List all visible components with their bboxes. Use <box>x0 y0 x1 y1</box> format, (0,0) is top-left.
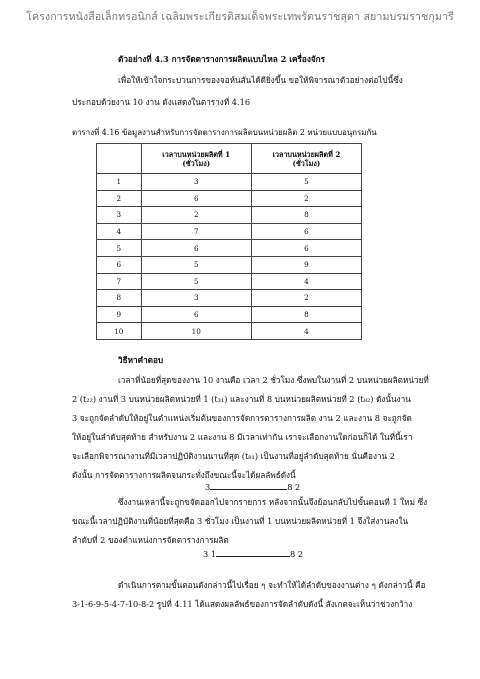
job-cell: 5 <box>97 240 142 257</box>
time-unit-1: 10 <box>141 323 251 340</box>
time-unit-2: 4 <box>251 323 361 340</box>
time-unit-2: 8 <box>251 207 361 224</box>
sequence-1 <box>205 481 300 492</box>
solution-para2-line-2: ขณะนี้เวลาปฏิบัติงานที่น้อยที่สุดคือ 3 ชั่วโมง เป็นงานที่ 1 บนหน่วยผลิตหน่วยที่ 1 จึงใส่งานลงใน <box>72 516 409 526</box>
header-unit-2-line-1: เวลาบนหน่วยผลิตที่ 2 <box>272 149 341 159</box>
table-row <box>97 240 362 257</box>
sequence-2-left: 3 1 <box>203 549 217 559</box>
table-row <box>97 273 362 290</box>
header-job <box>97 144 142 174</box>
time-unit-2: 9 <box>251 256 361 273</box>
solution-para1-line-2: 2 (t₂₂) งานที่ 3 บนหน่วยผลิตหน่วยที่ 1 (t₃₁) และงานที่ 8 บนหน่วยผลิตหน่วยที่ 2 (t₈₂) ดังนั้นงาน <box>72 394 411 404</box>
solution-para2-line-1: ซึ่งงานเหล่านี้จะถูกขจัดออกไปจากรายการ หลังจากนั้นจึงย้อนกลับไปขั้นตอนที่ 1 ใหม่ ซึ่ง <box>118 497 428 507</box>
time-unit-1: 3 <box>141 290 251 307</box>
sequence-1-left: 3 <box>205 482 211 492</box>
sequence-2-blank <box>216 548 290 557</box>
time-unit-1: 6 <box>141 190 251 207</box>
job-cell: 4 <box>97 223 142 240</box>
time-unit-1: 6 <box>141 306 251 323</box>
job-cell: 1 <box>97 174 142 191</box>
intro-line-2: ประกอบด้วยงาน 10 งาน ดังแสดงในตารางที่ 4.16 <box>72 97 251 107</box>
header-unit-1-line-2: (ชั่วโมง) <box>182 158 211 168</box>
time-unit-2: 6 <box>251 223 361 240</box>
time-unit-1: 2 <box>141 207 251 224</box>
solution-para1-line-1: เวลาที่น้อยที่สุดของงาน 10 งานคือ เวลา 2 ชั่วโมง ซึ่งพบในงานที่ 2 บนหน่วยผลิตหน่วยที่ <box>118 375 429 385</box>
solution-para1-line-4: ให้อยู่ในลำดับสุดท้าย สำหรับงาน 2 และงาน 8 มีเวลาเท่ากัน เราจะเลือกงานใดก่อนก็ได้ ในที่นี้เรา <box>72 432 413 442</box>
time-unit-2: 5 <box>251 174 361 191</box>
job-cell: 2 <box>97 190 142 207</box>
example-title: ตัวอย่างที่ 4.3 การจัดตารางการผลิตแบบไหล 2 เครื่องจักร <box>118 54 325 64</box>
job-cell: 8 <box>97 290 142 307</box>
time-unit-1: 7 <box>141 223 251 240</box>
sequence-1-blank <box>210 481 287 490</box>
solution-para2-line-3: ลำดับที่ 2 ของตำแหน่งการจัดตารางการผลิต <box>72 535 229 545</box>
time-unit-2: 2 <box>251 190 361 207</box>
sequence-1-right: 8 2 <box>287 482 301 492</box>
page-header: โครงการหนังสือเล็กทรอนิกส์ เฉลิมพระเกียรติสมเด็จพระเทพรัตนราชสุดา สยามบรมราชกุมารี <box>26 11 454 23</box>
job-cell: 9 <box>97 306 142 323</box>
sequence-2-right: 8 2 <box>290 549 304 559</box>
table-row <box>97 223 362 240</box>
header-unit-2-line-2: (ชั่วโมง) <box>292 158 321 168</box>
sequence-2 <box>203 548 303 559</box>
time-unit-2: 2 <box>251 290 361 307</box>
time-unit-1: 3 <box>141 174 251 191</box>
header-unit-2 <box>251 144 361 174</box>
time-unit-1: 6 <box>141 240 251 257</box>
time-unit-1: 5 <box>141 256 251 273</box>
job-times-table <box>96 143 362 340</box>
time-unit-2: 4 <box>251 273 361 290</box>
solution-para3-line-1: ดำเนินการตามขั้นตอนดังกล่าวนี้ไปเรื่อย ๆ จะทำให้ได้ลำดับของงานต่าง ๆ ดังกล่าวนี้ คือ <box>118 580 426 590</box>
table-row <box>97 306 362 323</box>
solution-title: วิธีหาคำตอบ <box>118 355 164 365</box>
solution-para3-line-2: 3-1-6-9-5-4-7-10-8-2 รูปที่ 4.11 ได้แสดงผลลัพธ์ของการจัดลำดับดังนี้ สังเกตจะเห็นว่าช่วงกว้าง <box>72 599 413 609</box>
time-unit-2: 6 <box>251 240 361 257</box>
header-unit-1-line-1: เวลาบนหน่วยผลิตที่ 1 <box>162 149 231 159</box>
solution-para1-line-6: ดังนั้น การจัดตารางการผลิตจนกระทั่งถึงขณะนี้จะได้ผลลัพธ์ดังนี้ <box>72 470 296 480</box>
time-unit-1: 5 <box>141 273 251 290</box>
intro-line-1: เพื่อให้เข้าใจกระบวนการของจอห์นสันได้ดียิ่งขึ้น ขอให้พิจารณาตัวอย่างต่อไปนี้ซึ่ง <box>118 75 403 85</box>
table-caption: ตารางที่ 4.16 ข้อมูลงานสำหรับการจัดตารางการผลิตบนหน่วยผลิต 2 หน่วยแบบอนุกรมกัน <box>72 128 377 137</box>
table-row <box>97 290 362 307</box>
job-cell: 6 <box>97 256 142 273</box>
time-unit-2: 8 <box>251 306 361 323</box>
job-cell: 7 <box>97 273 142 290</box>
solution-para1-line-3: 3 จะถูกจัดลำดับให้อยู่ในตำแหน่งเริ่มต้นของการจัดการตารางการผลิต งาน 2 และงาน 8 จะถูกจัด <box>72 413 412 423</box>
table-row <box>97 174 362 191</box>
table-row <box>97 256 362 273</box>
table-row <box>97 190 362 207</box>
solution-para1-line-5: จะเลือกพิจารณางานที่มีเวลาปฏิบัติงานนานที่สุด (t₈₁) เป็นงานที่อยู่ลำดับสุดท้าย นั่นคืองาน 2 <box>72 451 395 461</box>
job-cell: 10 <box>97 323 142 340</box>
header-unit-1 <box>141 144 251 174</box>
table-header-row <box>97 144 362 174</box>
table-row <box>97 207 362 224</box>
job-cell: 3 <box>97 207 142 224</box>
table-row <box>97 323 362 340</box>
